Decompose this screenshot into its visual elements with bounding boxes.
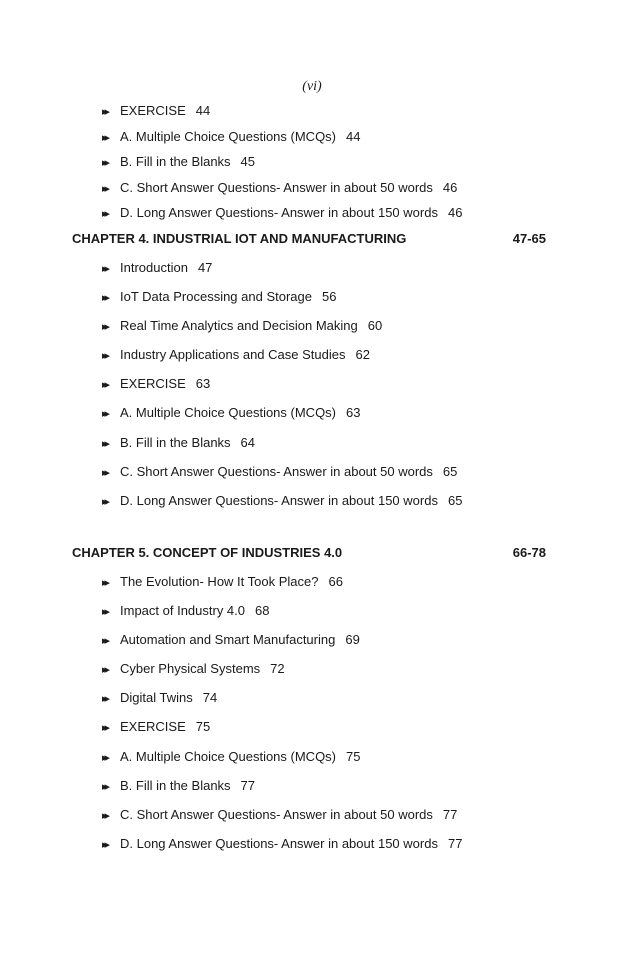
double-arrow-icon: ▸▸ xyxy=(102,467,108,479)
double-arrow-icon: ▸▸ xyxy=(102,752,108,764)
double-arrow-icon: ▸▸ xyxy=(102,693,108,705)
toc-entry xyxy=(102,688,217,708)
entry-page: 45 xyxy=(240,154,256,169)
entry-label: B. Fill in the Blanks xyxy=(120,154,231,169)
chapter-page-range: 66-78 xyxy=(512,545,546,560)
toc-entry xyxy=(102,601,269,621)
entry-page: 44 xyxy=(346,129,361,144)
chapter-page-range: 47-65 xyxy=(512,231,546,246)
double-arrow-icon: ▸▸ xyxy=(102,664,108,676)
chapter-title: CHAPTER 5. CONCEPT OF INDUSTRIES 4.0 xyxy=(72,545,343,560)
entry-label: EXERCISE xyxy=(120,719,186,734)
entry-page: 77 xyxy=(240,778,256,793)
entry-label: EXERCISE xyxy=(120,103,186,118)
entry-label: A. Multiple Choice Questions (MCQs) xyxy=(120,405,337,420)
double-arrow-icon: ▸▸ xyxy=(102,321,108,333)
double-arrow-icon: ▸▸ xyxy=(102,810,108,822)
toc-entry xyxy=(102,152,255,172)
entry-label: IoT Data Processing and Storage xyxy=(120,289,312,304)
entry-page: 44 xyxy=(195,103,211,118)
toc-entry xyxy=(102,834,462,854)
entry-page: 66 xyxy=(328,574,343,589)
toc-entry xyxy=(102,572,343,592)
toc-entry xyxy=(102,127,360,147)
entry-label: A. Multiple Choice Questions (MCQs) xyxy=(120,749,337,764)
double-arrow-icon: ▸▸ xyxy=(102,496,108,508)
entry-label: Automation and Smart Manufacturing xyxy=(120,632,336,647)
entry-label: Industry Applications and Case Studies xyxy=(120,347,346,362)
entry-page: 75 xyxy=(346,749,361,764)
entry-label: Cyber Physical Systems xyxy=(120,661,261,676)
entry-label: C. Short Answer Questions- Answer in about 50 words xyxy=(120,464,433,479)
entry-label: Real Time Analytics and Decision Making xyxy=(120,318,358,333)
toc-entry xyxy=(102,345,370,365)
entry-page: 63 xyxy=(195,376,211,391)
chapter-title: CHAPTER 4. INDUSTRIAL IOT AND MANUFACTURING xyxy=(72,231,407,246)
toc-entry xyxy=(102,462,457,482)
entry-label: B. Fill in the Blanks xyxy=(120,435,231,450)
entry-page: 77 xyxy=(442,807,458,822)
double-arrow-icon: ▸▸ xyxy=(102,208,108,220)
toc-entry xyxy=(102,403,360,423)
double-arrow-icon: ▸▸ xyxy=(102,722,108,734)
double-arrow-icon: ▸▸ xyxy=(102,839,108,851)
toc-entry xyxy=(102,659,285,679)
entry-page: 64 xyxy=(240,435,256,450)
toc-entry xyxy=(102,316,382,336)
toc-entry xyxy=(102,287,336,307)
toc-entry xyxy=(102,747,360,767)
double-arrow-icon: ▸▸ xyxy=(102,183,108,195)
entry-label: D. Long Answer Questions- Answer in about 150 words xyxy=(120,836,438,851)
entry-label: Introduction xyxy=(120,260,188,275)
entry-page: 72 xyxy=(270,661,285,676)
double-arrow-icon: ▸▸ xyxy=(102,781,108,793)
toc-entry xyxy=(102,101,210,121)
double-arrow-icon: ▸▸ xyxy=(102,438,108,450)
entry-page: 47 xyxy=(197,260,213,275)
toc-entry xyxy=(102,203,462,223)
double-arrow-icon: ▸▸ xyxy=(102,132,108,144)
entry-label: D. Long Answer Questions- Answer in about 150 words xyxy=(120,493,438,508)
entry-page: 65 xyxy=(447,493,463,508)
entry-label: EXERCISE xyxy=(120,376,186,391)
toc-entry xyxy=(102,717,210,737)
toc-entry xyxy=(102,805,457,825)
chapter-4-heading xyxy=(72,229,546,249)
entry-label: Impact of Industry 4.0 xyxy=(120,603,246,618)
toc-entry xyxy=(102,433,255,453)
page-number: (vi) xyxy=(302,79,322,94)
entry-page: 62 xyxy=(355,347,370,362)
entry-page: 69 xyxy=(345,632,360,647)
chapter-5-heading xyxy=(72,543,546,563)
entry-label: B. Fill in the Blanks xyxy=(120,778,231,793)
entry-label: A. Multiple Choice Questions (MCQs) xyxy=(120,129,337,144)
double-arrow-icon: ▸▸ xyxy=(102,263,108,275)
toc-entry xyxy=(102,178,457,198)
toc-entry xyxy=(102,374,210,394)
entry-label: D. Long Answer Questions- Answer in about 150 words xyxy=(120,205,438,220)
entry-page: 56 xyxy=(322,289,337,304)
entry-page: 77 xyxy=(447,836,463,851)
double-arrow-icon: ▸▸ xyxy=(102,379,108,391)
double-arrow-icon: ▸▸ xyxy=(102,350,108,362)
double-arrow-icon: ▸▸ xyxy=(102,606,108,618)
entry-page: 75 xyxy=(195,719,211,734)
entry-page: 63 xyxy=(346,405,361,420)
double-arrow-icon: ▸▸ xyxy=(102,635,108,647)
double-arrow-icon: ▸▸ xyxy=(102,577,108,589)
toc-entry xyxy=(102,630,360,650)
entry-page: 60 xyxy=(367,318,383,333)
toc-entry xyxy=(102,491,462,511)
double-arrow-icon: ▸▸ xyxy=(102,106,108,118)
double-arrow-icon: ▸▸ xyxy=(102,157,108,169)
double-arrow-icon: ▸▸ xyxy=(102,292,108,304)
entry-label: Digital Twins xyxy=(120,690,193,705)
toc-entry xyxy=(102,258,212,278)
entry-page: 74 xyxy=(202,690,218,705)
entry-label: C. Short Answer Questions- Answer in about 50 words xyxy=(120,180,433,195)
entry-page: 46 xyxy=(447,205,463,220)
double-arrow-icon: ▸▸ xyxy=(102,408,108,420)
entry-page: 68 xyxy=(255,603,270,618)
entry-page: 65 xyxy=(442,464,458,479)
toc-entry xyxy=(102,776,255,796)
entry-label: C. Short Answer Questions- Answer in about 50 words xyxy=(120,807,433,822)
entry-label: The Evolution- How It Took Place? xyxy=(120,574,319,589)
entry-page: 46 xyxy=(442,180,458,195)
